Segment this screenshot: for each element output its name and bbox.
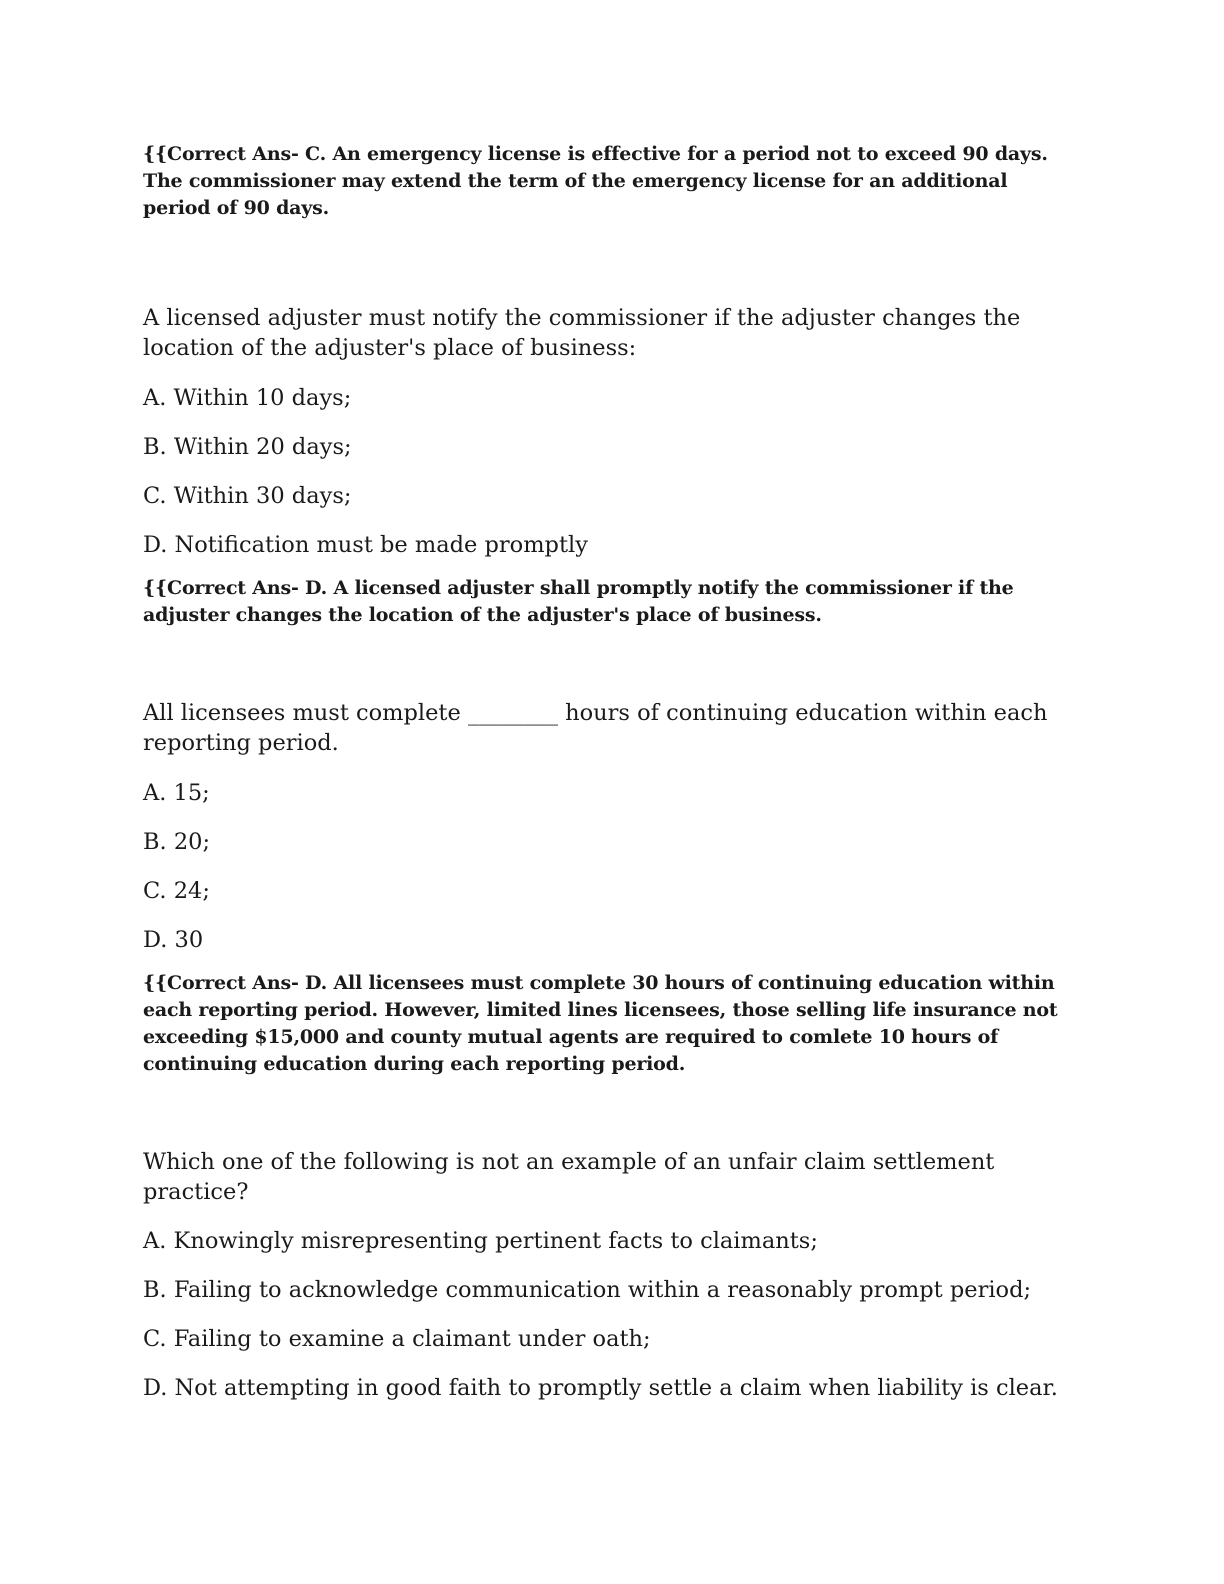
answer-option: D. Not attempting in good faith to promptly settle a claim when liability is clear. bbox=[143, 1375, 1058, 1401]
answer-option: B. Within 20 days; bbox=[143, 434, 352, 460]
question-text: Which one of the following is not an example of an unfair claim settlement practice? bbox=[143, 1149, 995, 1205]
answer-option: B. Failing to acknowledge communication within a reasonably prompt period; bbox=[143, 1277, 1032, 1303]
correct-answer: {{Correct Ans- D. A licensed adjuster shall promptly notify the commissioner if the adjuster changes the location of the adjuster's place of business. bbox=[143, 577, 1014, 626]
answer-option: A. Within 10 days; bbox=[143, 385, 352, 411]
document-page bbox=[143, 141, 1078, 1403]
answer-option: D. Notification must be made promptly bbox=[143, 532, 588, 558]
answer-option: C. Failing to examine a claimant under oath; bbox=[143, 1326, 651, 1352]
answer-option: A. Knowingly misrepresenting pertinent facts to claimants; bbox=[143, 1228, 818, 1254]
answer-option: A. 15; bbox=[143, 780, 210, 806]
question-text: All licensees must complete ________ hours of continuing education within each reporting period. bbox=[143, 700, 1048, 756]
correct-answer: {{Correct Ans- D. All licensees must complete 30 hours of continuing education within each reporting period. However, limited lines licensees, those selling life insurance not exceeding $15,000 and county mutual agents are required to comlete 10 hours of continuing education during each reporting period. bbox=[143, 972, 1058, 1075]
answer-option: C. 24; bbox=[143, 878, 210, 904]
question-text: A licensed adjuster must notify the commissioner if the adjuster changes the location of the adjuster's place of business: bbox=[143, 305, 1021, 361]
correct-answer: {{Correct Ans- C. An emergency license is effective for a period not to exceed 90 days. The commissioner may extend the term of the emergency license for an additional period of 90 days. bbox=[143, 143, 1048, 219]
answer-option: C. Within 30 days; bbox=[143, 483, 352, 509]
answer-option: B. 20; bbox=[143, 829, 211, 855]
answer-option: D. 30 bbox=[143, 927, 204, 953]
